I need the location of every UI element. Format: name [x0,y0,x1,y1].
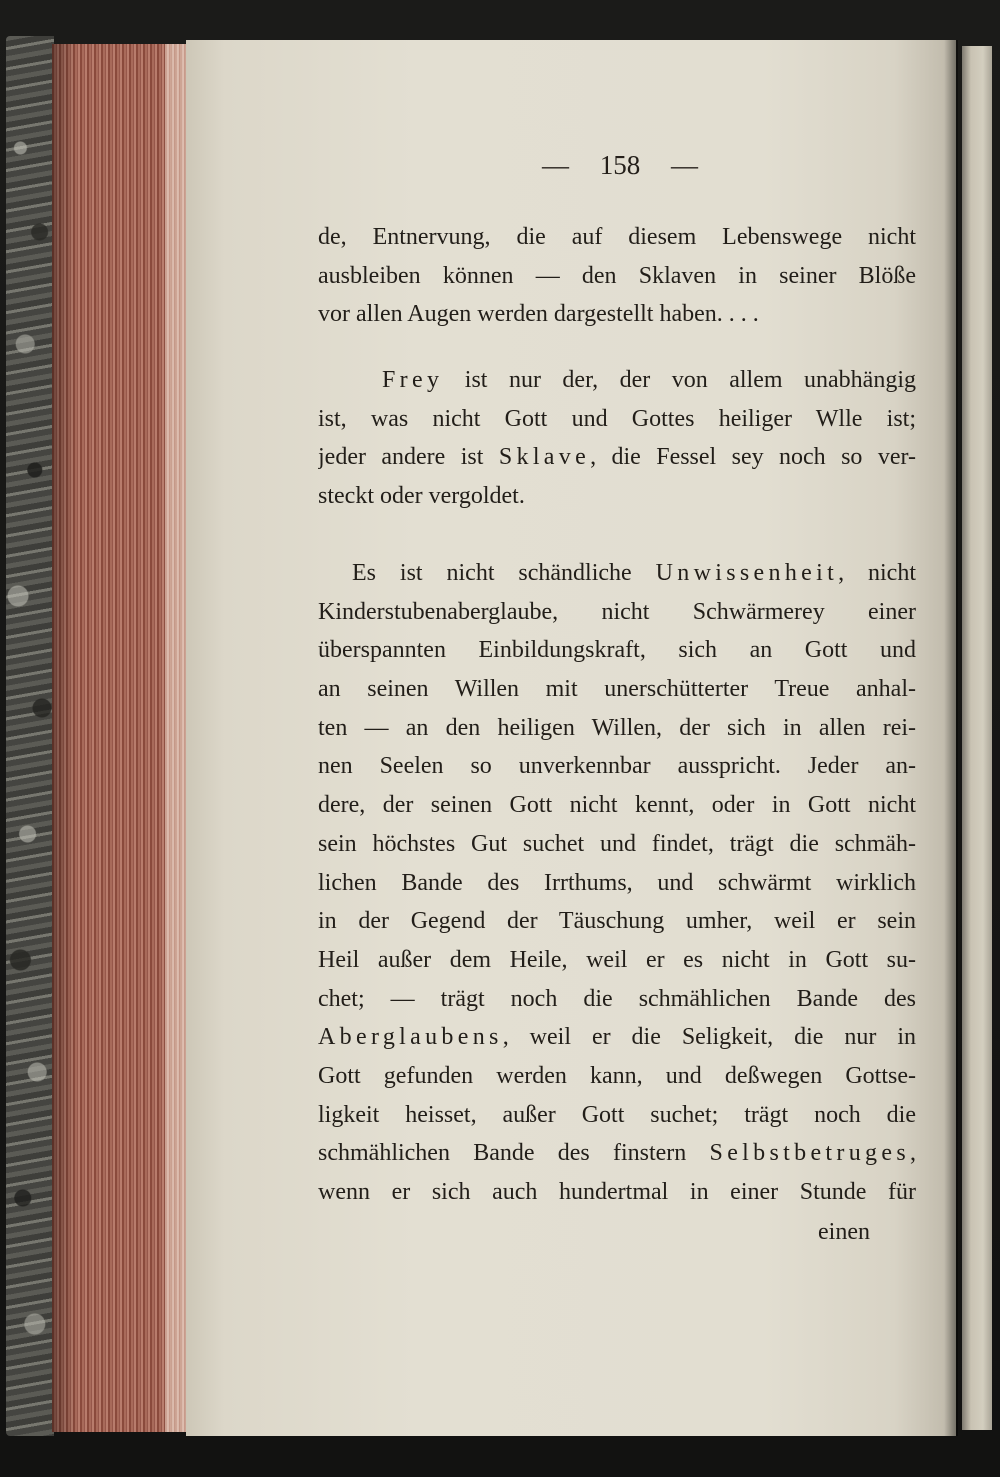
line-text: ist, was nicht Gott und Gottes heiliger Wlle ist; [318,405,916,432]
text-line [318,941,916,980]
line-text: lichen Bande des Irrthums, und schwärmt wirklich [318,869,916,896]
text-line [318,670,916,709]
paragraph [318,361,916,516]
page-edges-inner [165,44,188,1432]
text-line [318,1057,916,1096]
text-line [318,786,916,825]
text-line [318,864,916,903]
text-line [318,1018,916,1057]
line-text: Es ist nicht schändliche [352,560,656,586]
line-text: , die Fessel sey noch so ver- [590,444,916,471]
line-text: de, Entnervung, die auf diesem Lebenswege nicht [318,224,916,250]
line-text: ligkeit heisset, außer Gott suchet; trägt noch die [318,1101,916,1128]
text-line [318,1134,916,1173]
line-text: jeder andere ist [318,444,499,471]
gutter-shadow [944,40,958,1436]
line-text: wenn er sich auch hundertmal in einer Stunde für [318,1179,916,1205]
line-text: steckt oder vergoldet. [318,483,525,510]
paragraph [318,554,916,1212]
emphasized-text: Selbstbetruges [709,1140,910,1167]
text-line [318,218,916,257]
line-text: dere, der seinen Gott nicht kennt, oder in Gott nicht [318,792,916,819]
line-text: sein höchstes Gut suchet und findet, trägt die schmäh- [318,830,916,857]
line-text: Gott gefunden werden kann, und deßwegen Gottse- [318,1062,916,1089]
emphasized-text: Unwissenheit [655,560,839,586]
text-line [318,825,916,864]
line-text: ist nur der, der von allem unabhängig [443,367,916,393]
text-line [318,361,916,400]
line-text: in der Gegend der Täuschung umher, weil er sein [318,908,916,935]
line-text: , weil er die Seligkeit, die nur in [502,1024,916,1051]
line-text: Kinderstubenaberglaube, nicht Schwärmerey einer [318,598,916,625]
text-line [318,1173,916,1212]
text-line [318,477,916,516]
text-line [318,400,916,439]
text-line [318,1096,916,1135]
line-text: überspannten Einbildungskraft, sich an Gott und [318,637,916,664]
emphasized-text: Aberglaubens [318,1024,503,1051]
text-line [318,554,916,593]
text-line [318,438,916,477]
text-line [318,902,916,941]
page-number: — 158 — [542,150,698,180]
paragraph [318,218,916,334]
line-text: Heil außer dem Heile, weil er es nicht in Gott su- [318,946,916,973]
emphasized-text: Frey [382,367,444,393]
text-line [318,593,916,632]
text-line [318,709,916,748]
marbled-cover [6,36,54,1436]
emphasized-text: Sklave [498,444,591,471]
line-text: schmählichen Bande des finstern [318,1140,710,1167]
text-line [318,980,916,1019]
line-text: chet; — trägt noch die schmählichen Bande des [318,985,916,1012]
line-text: , nicht [838,560,916,586]
line-text: , [910,1140,916,1167]
text-line [318,257,916,296]
line-text: ten — an den heiligen Willen, der sich in allen rei- [318,714,916,741]
text-line [318,295,916,334]
next-page-edge [962,46,992,1430]
text-line [318,631,916,670]
line-text: ausbleiben können — den Sklaven in seiner Blöße [318,262,916,289]
text-line [318,747,916,786]
line-text: an seinen Willen mit unerschütterter Treue anhal- [318,676,916,703]
line-text: vor allen Augen werden dargestellt haben. . . . [318,301,759,328]
catchword: einen [818,1219,870,1245]
line-text: nen Seelen so unverkennbar ausspricht. Jeder an- [318,753,916,780]
